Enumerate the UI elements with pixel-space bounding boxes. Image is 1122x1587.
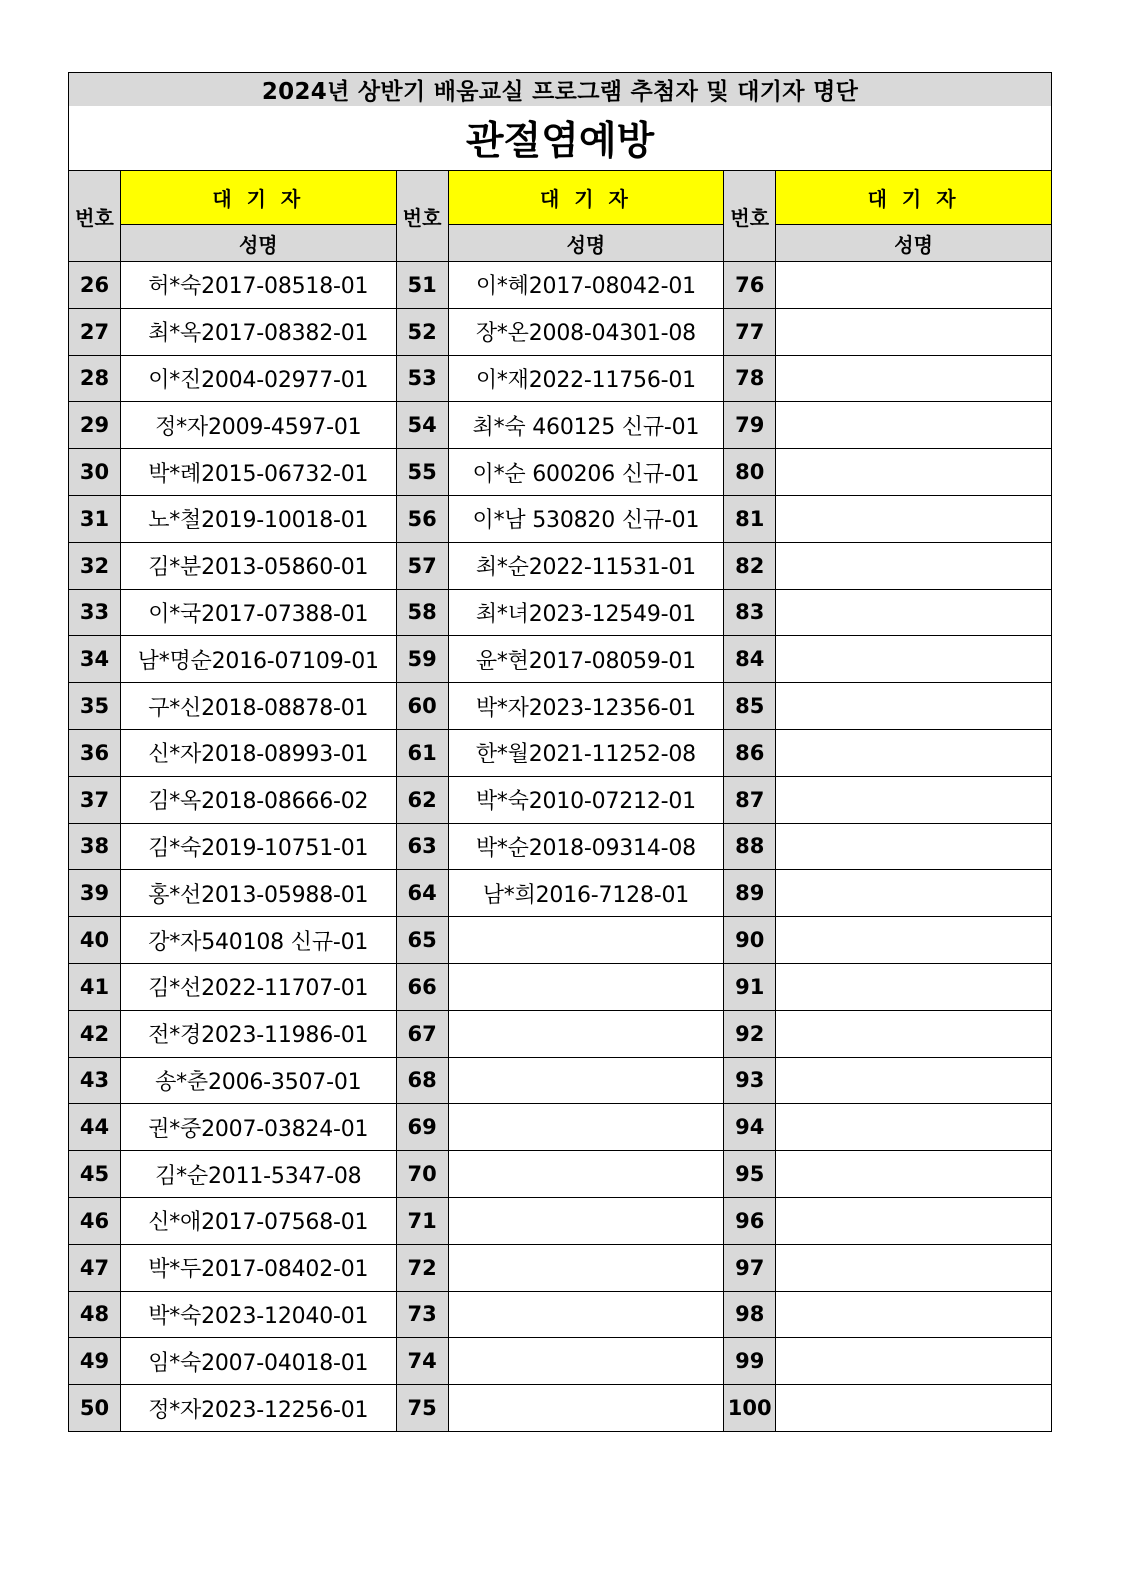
row-number: 37 — [69, 776, 121, 823]
name-header: 성명 — [448, 225, 724, 262]
waitlist-name-cell — [776, 1385, 1052, 1432]
waitlist-header: 대 기 자 — [776, 171, 1052, 225]
table-row — [69, 823, 1052, 870]
waitlist-name-cell: 윤*현2017-08059-01 — [448, 636, 724, 683]
waitlist-name-cell: 박*순2018-09314-08 — [448, 823, 724, 870]
row-number: 92 — [724, 1010, 776, 1057]
waitlist-name-cell: 이*남 530820 신규-01 — [448, 495, 724, 542]
waitlist-name-cell — [776, 1057, 1052, 1104]
table-row — [69, 729, 1052, 776]
waitlist-name-cell: 박*자2023-12356-01 — [448, 683, 724, 730]
waitlist-name-cell: 박*숙2023-12040-01 — [120, 1291, 396, 1338]
number-header: 번호 — [724, 171, 776, 262]
name-header: 성명 — [120, 225, 396, 262]
row-number: 53 — [396, 355, 448, 402]
waitlist-name-cell: 장*온2008-04301-08 — [448, 308, 724, 355]
row-number: 83 — [724, 589, 776, 636]
waitlist-name-cell — [776, 449, 1052, 496]
waitlist-name-cell — [776, 683, 1052, 730]
waitlist-name-cell — [776, 870, 1052, 917]
number-header: 번호 — [396, 171, 448, 262]
waitlist-name-cell — [776, 729, 1052, 776]
row-number: 60 — [396, 683, 448, 730]
row-number: 62 — [396, 776, 448, 823]
waitlist-name-cell: 강*자540108 신규-01 — [120, 917, 396, 964]
row-number: 65 — [396, 917, 448, 964]
table-row — [69, 1244, 1052, 1291]
row-number: 64 — [396, 870, 448, 917]
waitlist-name-cell — [776, 589, 1052, 636]
row-number: 73 — [396, 1291, 448, 1338]
name-header: 성명 — [776, 225, 1052, 262]
row-number: 55 — [396, 449, 448, 496]
waitlist-name-cell: 구*신2018-08878-01 — [120, 683, 396, 730]
waitlist-name-cell: 남*명순2016-07109-01 — [120, 636, 396, 683]
row-number: 27 — [69, 308, 121, 355]
row-number: 81 — [724, 495, 776, 542]
group-header-row — [69, 171, 1052, 225]
row-number: 46 — [69, 1197, 121, 1244]
waitlist-name-cell — [776, 1338, 1052, 1385]
row-number: 35 — [69, 683, 121, 730]
row-number: 95 — [724, 1151, 776, 1198]
row-number: 40 — [69, 917, 121, 964]
waitlist-name-cell — [448, 1104, 724, 1151]
row-number: 45 — [69, 1151, 121, 1198]
waitlist-name-cell: 신*애2017-07568-01 — [120, 1197, 396, 1244]
row-number: 82 — [724, 542, 776, 589]
row-number: 90 — [724, 917, 776, 964]
waitlist-name-cell — [776, 308, 1052, 355]
waitlist-name-cell — [776, 262, 1052, 309]
waitlist-name-cell: 김*순2011-5347-08 — [120, 1151, 396, 1198]
row-number: 67 — [396, 1010, 448, 1057]
waitlist-name-cell — [776, 495, 1052, 542]
waitlist-name-cell: 정*자2009-4597-01 — [120, 402, 396, 449]
row-number: 52 — [396, 308, 448, 355]
waitlist-name-cell — [776, 1291, 1052, 1338]
row-number: 84 — [724, 636, 776, 683]
table-row — [69, 355, 1052, 402]
row-number: 74 — [396, 1338, 448, 1385]
waitlist-name-cell — [448, 1385, 724, 1432]
row-number: 80 — [724, 449, 776, 496]
table-row — [69, 402, 1052, 449]
waitlist-name-cell — [448, 1338, 724, 1385]
waitlist-name-cell — [448, 917, 724, 964]
waitlist-name-cell: 김*옥2018-08666-02 — [120, 776, 396, 823]
row-number: 54 — [396, 402, 448, 449]
waitlist-name-cell — [776, 1010, 1052, 1057]
row-number: 96 — [724, 1197, 776, 1244]
row-number: 94 — [724, 1104, 776, 1151]
row-number: 41 — [69, 963, 121, 1010]
table-row — [69, 636, 1052, 683]
document-title: 2024년 상반기 배움교실 프로그램 추첨자 및 대기자 명단 — [69, 73, 1052, 107]
waitlist-name-cell: 이*혜2017-08042-01 — [448, 262, 724, 309]
row-number: 91 — [724, 963, 776, 1010]
table-row — [69, 449, 1052, 496]
waitlist-name-cell: 홍*선2013-05988-01 — [120, 870, 396, 917]
row-number: 44 — [69, 1104, 121, 1151]
waitlist-name-cell: 허*숙2017-08518-01 — [120, 262, 396, 309]
row-number: 28 — [69, 355, 121, 402]
row-number: 43 — [69, 1057, 121, 1104]
program-title: 관절염예방 — [69, 106, 1052, 171]
table-row — [69, 1338, 1052, 1385]
table-row — [69, 963, 1052, 1010]
row-number: 66 — [396, 963, 448, 1010]
waitlist-name-cell: 김*선2022-11707-01 — [120, 963, 396, 1010]
table-row — [69, 1010, 1052, 1057]
waitlist-name-cell — [776, 963, 1052, 1010]
row-number: 63 — [396, 823, 448, 870]
waitlist-name-cell — [448, 1151, 724, 1198]
table-row — [69, 589, 1052, 636]
waitlist-name-cell — [776, 1244, 1052, 1291]
row-number: 47 — [69, 1244, 121, 1291]
row-number: 34 — [69, 636, 121, 683]
table-row — [69, 776, 1052, 823]
row-number: 56 — [396, 495, 448, 542]
row-number: 98 — [724, 1291, 776, 1338]
waitlist-name-cell — [776, 776, 1052, 823]
waitlist-name-cell: 이*재2022-11756-01 — [448, 355, 724, 402]
table-row — [69, 495, 1052, 542]
name-header-row — [69, 225, 1052, 262]
waitlist-header: 대 기 자 — [448, 171, 724, 225]
table-row — [69, 1057, 1052, 1104]
row-number: 70 — [396, 1151, 448, 1198]
row-number: 57 — [396, 542, 448, 589]
waitlist-name-cell: 신*자2018-08993-01 — [120, 729, 396, 776]
row-number: 72 — [396, 1244, 448, 1291]
waitlist-name-cell — [776, 542, 1052, 589]
waitlist-name-cell: 전*경2023-11986-01 — [120, 1010, 396, 1057]
row-number: 93 — [724, 1057, 776, 1104]
row-number: 71 — [396, 1197, 448, 1244]
row-number: 99 — [724, 1338, 776, 1385]
row-number: 68 — [396, 1057, 448, 1104]
waitlist-name-cell: 최*옥2017-08382-01 — [120, 308, 396, 355]
waitlist-name-cell: 최*녀2023-12549-01 — [448, 589, 724, 636]
row-number: 76 — [724, 262, 776, 309]
row-number: 38 — [69, 823, 121, 870]
waitlist-name-cell — [776, 917, 1052, 964]
table-row — [69, 1291, 1052, 1338]
row-number: 69 — [396, 1104, 448, 1151]
waitlist-name-cell — [776, 1151, 1052, 1198]
row-number: 75 — [396, 1385, 448, 1432]
row-number: 33 — [69, 589, 121, 636]
waitlist-header: 대 기 자 — [120, 171, 396, 225]
row-number: 31 — [69, 495, 121, 542]
table-row — [69, 917, 1052, 964]
row-number: 50 — [69, 1385, 121, 1432]
waitlist-name-cell — [448, 1244, 724, 1291]
row-number: 77 — [724, 308, 776, 355]
row-number: 42 — [69, 1010, 121, 1057]
waitlist-name-cell: 노*철2019-10018-01 — [120, 495, 396, 542]
table-row — [69, 542, 1052, 589]
row-number: 58 — [396, 589, 448, 636]
waitlist-name-cell: 이*순 600206 신규-01 — [448, 449, 724, 496]
row-number: 85 — [724, 683, 776, 730]
waitlist-name-cell: 이*진2004-02977-01 — [120, 355, 396, 402]
row-number: 97 — [724, 1244, 776, 1291]
table-row — [69, 1197, 1052, 1244]
table-row — [69, 683, 1052, 730]
row-number: 49 — [69, 1338, 121, 1385]
waitlist-name-cell: 정*자2023-12256-01 — [120, 1385, 396, 1432]
waitlist-name-cell — [776, 1197, 1052, 1244]
table-row — [69, 1385, 1052, 1432]
waitlist-name-cell: 최*숙 460125 신규-01 — [448, 402, 724, 449]
table-row — [69, 308, 1052, 355]
waitlist-name-cell: 박*숙2010-07212-01 — [448, 776, 724, 823]
table-row — [69, 1104, 1052, 1151]
row-number: 59 — [396, 636, 448, 683]
waitlist-table — [68, 72, 1052, 1432]
row-number: 29 — [69, 402, 121, 449]
waitlist-name-cell — [776, 355, 1052, 402]
waitlist-name-cell — [448, 1057, 724, 1104]
waitlist-name-cell: 김*분2013-05860-01 — [120, 542, 396, 589]
row-number: 86 — [724, 729, 776, 776]
waitlist-name-cell — [448, 963, 724, 1010]
table-row — [69, 262, 1052, 309]
waitlist-name-cell: 최*순2022-11531-01 — [448, 542, 724, 589]
waitlist-name-cell — [448, 1197, 724, 1244]
row-number: 88 — [724, 823, 776, 870]
row-number: 100 — [724, 1385, 776, 1432]
row-number: 51 — [396, 262, 448, 309]
waitlist-name-cell — [776, 636, 1052, 683]
waitlist-name-cell — [776, 823, 1052, 870]
waitlist-name-cell: 박*두2017-08402-01 — [120, 1244, 396, 1291]
waitlist-name-cell: 박*례2015-06732-01 — [120, 449, 396, 496]
table-row — [69, 1151, 1052, 1198]
row-number: 89 — [724, 870, 776, 917]
row-number: 61 — [396, 729, 448, 776]
waitlist-name-cell: 한*월2021-11252-08 — [448, 729, 724, 776]
waitlist-name-cell — [776, 402, 1052, 449]
row-number: 30 — [69, 449, 121, 496]
waitlist-name-cell: 권*중2007-03824-01 — [120, 1104, 396, 1151]
row-number: 36 — [69, 729, 121, 776]
waitlist-name-cell — [448, 1010, 724, 1057]
waitlist-name-cell: 남*희2016-7128-01 — [448, 870, 724, 917]
number-header: 번호 — [69, 171, 121, 262]
waitlist-name-cell: 이*국2017-07388-01 — [120, 589, 396, 636]
row-number: 48 — [69, 1291, 121, 1338]
row-number: 32 — [69, 542, 121, 589]
table-row — [69, 870, 1052, 917]
waitlist-name-cell — [776, 1104, 1052, 1151]
waitlist-name-cell: 김*숙2019-10751-01 — [120, 823, 396, 870]
row-number: 87 — [724, 776, 776, 823]
waitlist-name-cell: 송*춘2006-3507-01 — [120, 1057, 396, 1104]
row-number: 26 — [69, 262, 121, 309]
row-number: 79 — [724, 402, 776, 449]
waitlist-name-cell — [448, 1291, 724, 1338]
waitlist-name-cell: 임*숙2007-04018-01 — [120, 1338, 396, 1385]
row-number: 78 — [724, 355, 776, 402]
row-number: 39 — [69, 870, 121, 917]
